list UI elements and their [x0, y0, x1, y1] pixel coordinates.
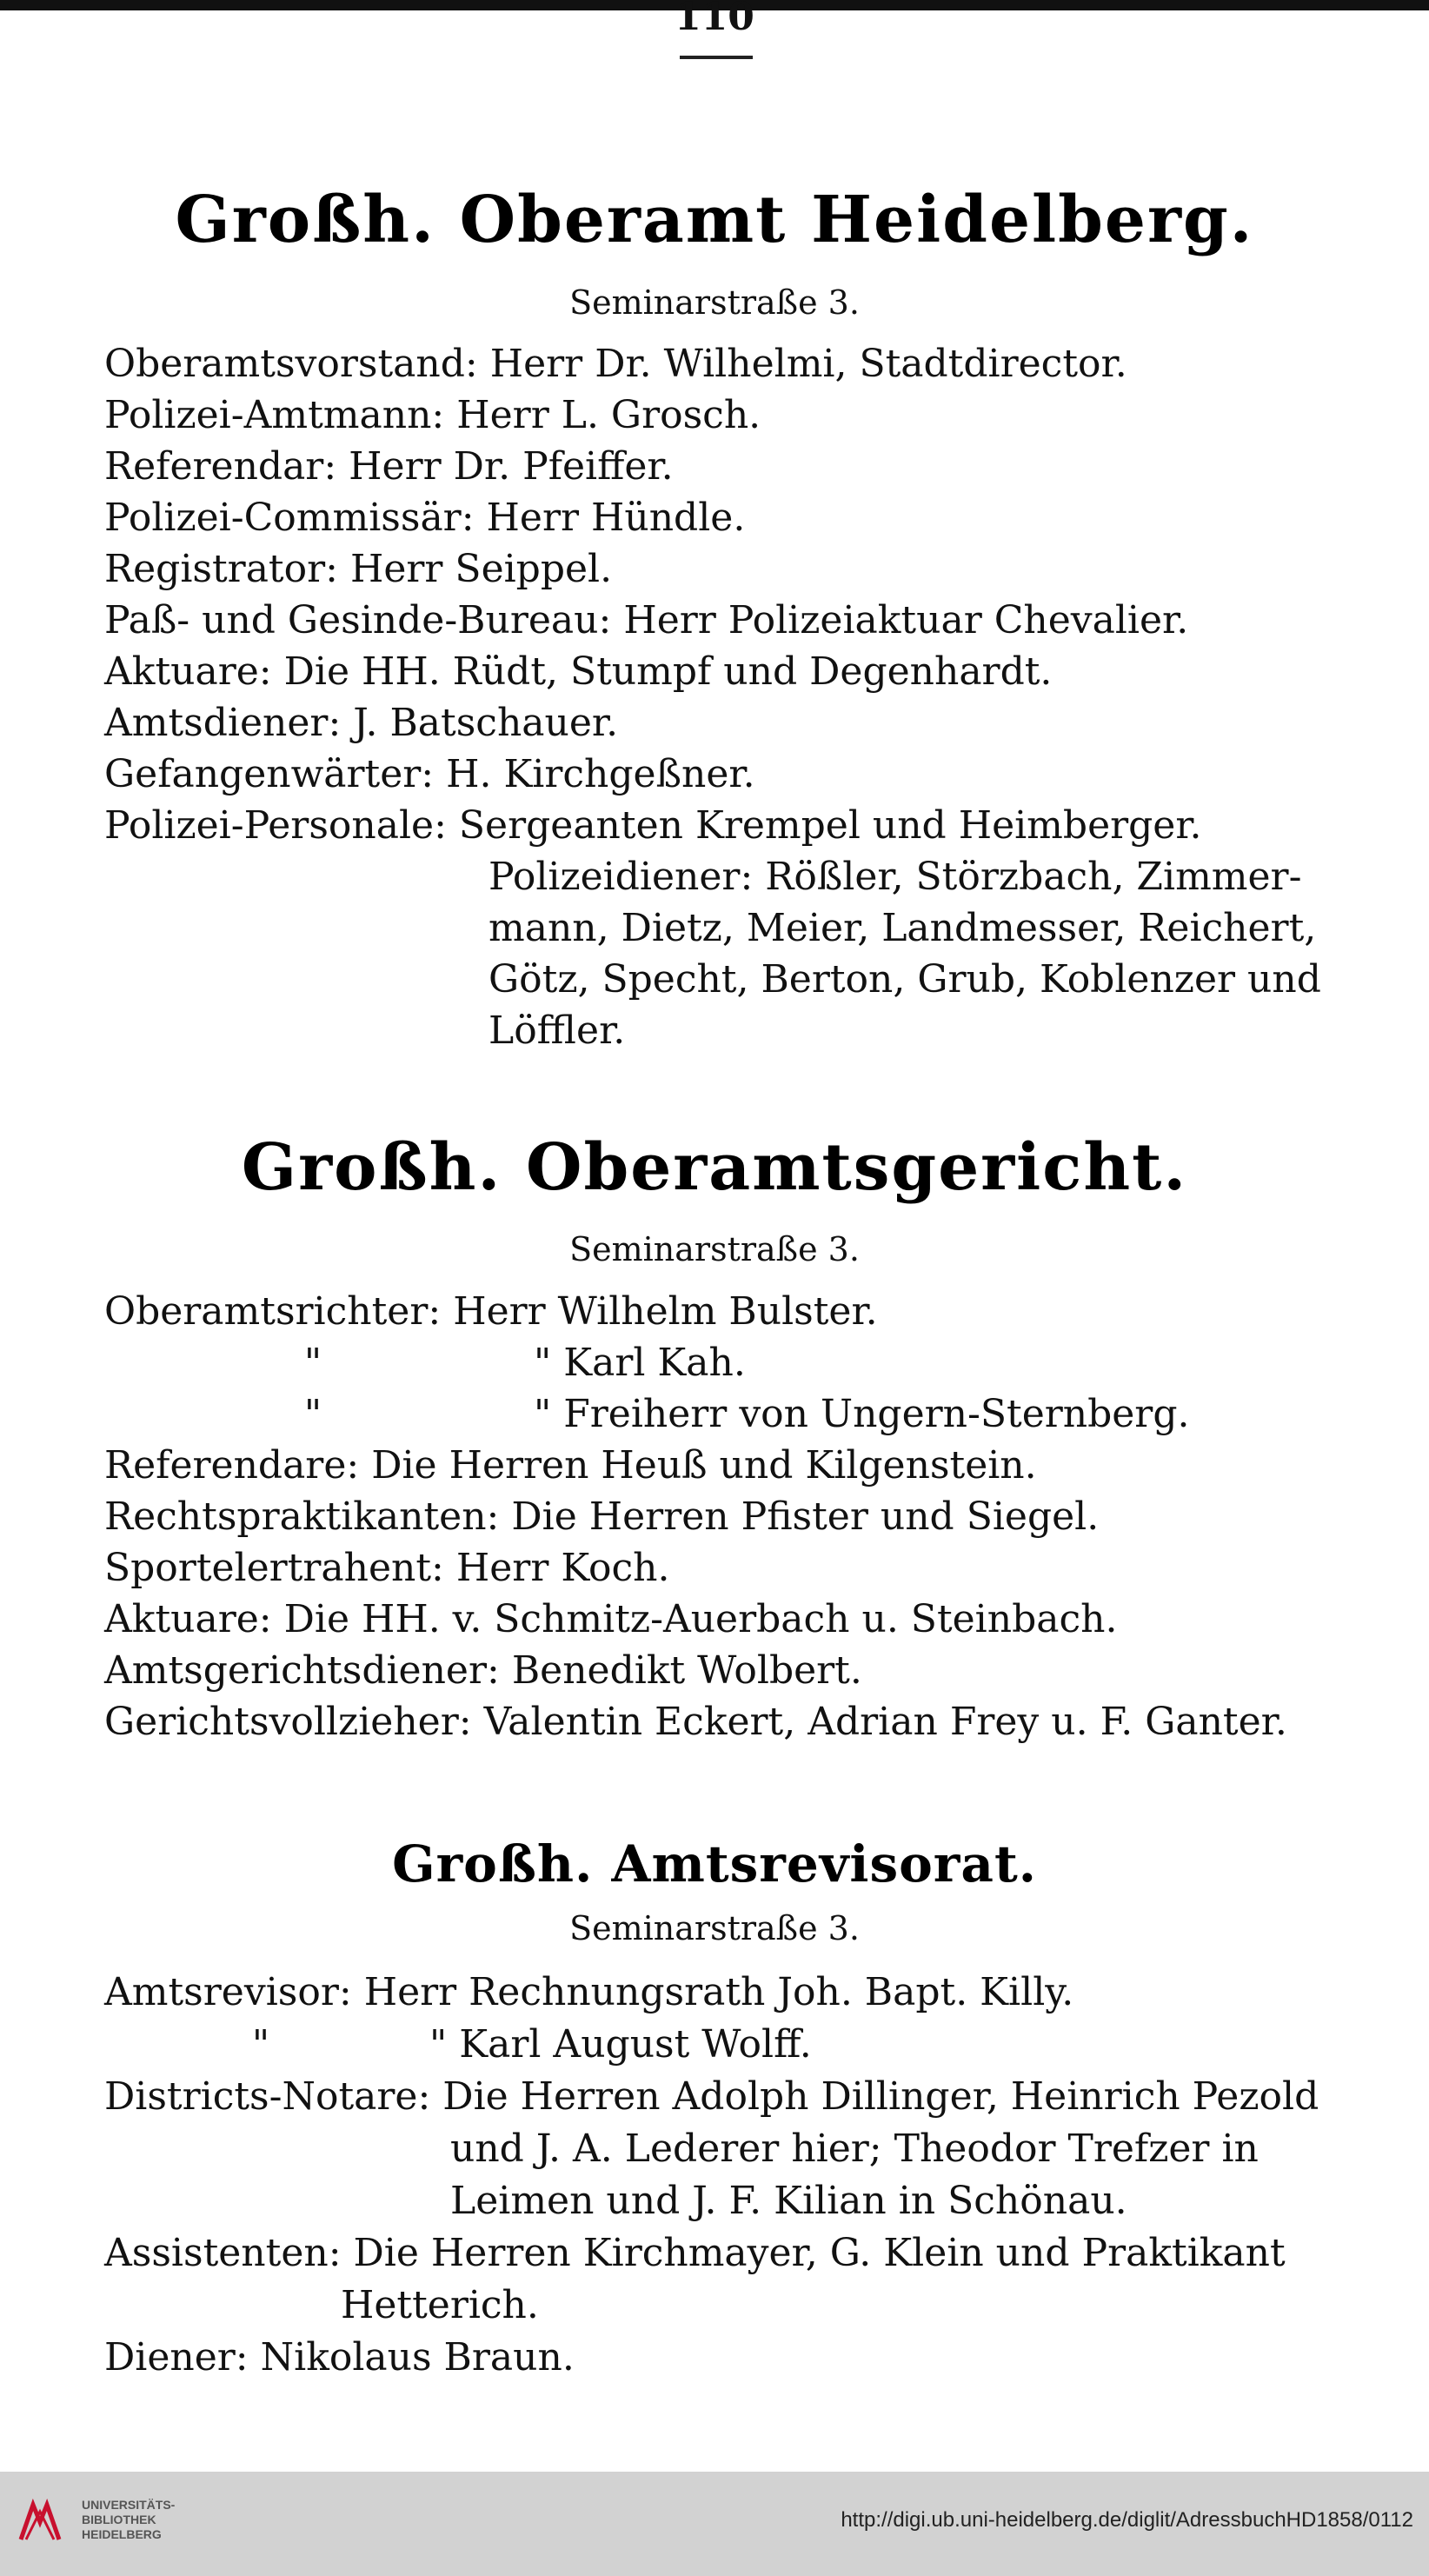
entry-line: Gefangenwärter: H. Kirchgeßner. [104, 752, 755, 796]
entry-line: Sportelertrahent: Herr Koch. [104, 1546, 670, 1590]
entry-line: " " Freiherr von Ungern-Sternberg. [303, 1392, 1190, 1436]
viewer-footer [0, 2472, 1429, 2576]
entry-line: Districts-Notare: Die Herren Adolph Dillinger, Heinrich Pezold [104, 2074, 1319, 2119]
entry-continuation: Götz, Specht, Berton, Grub, Koblenzer und [489, 957, 1321, 1002]
entry-line: " " Karl Kah. [303, 1341, 746, 1385]
entry-line: Gerichtsvollzieher: Valentin Eckert, Adrian Frey u. F. Ganter. [104, 1700, 1287, 1744]
entry-line: " " Karl August Wolff. [251, 2022, 812, 2067]
entry-line: Amtsdiener: J. Batschauer. [104, 701, 619, 745]
section-address-oberamtsgericht: Seminarstraße 3. [569, 1230, 860, 1268]
entry-line: Amtsgerichtsdiener: Benedikt Wolbert. [104, 1648, 862, 1693]
entry-continuation: und J. A. Lederer hier; Theodor Trefzer in [450, 2127, 1259, 2171]
entry-line: Rechtspraktikanten: Die Herren Pfister und Siegel. [104, 1494, 1100, 1539]
entry-line: Aktuare: Die HH. v. Schmitz-Auerbach u. Steinbach. [104, 1597, 1118, 1641]
section-address-amtsrevisorat: Seminarstraße 3. [569, 1909, 860, 1947]
entry-line: Diener: Nikolaus Braun. [104, 2335, 575, 2380]
entry-line: Referendar: Herr Dr. Pfeiffer. [104, 444, 674, 489]
section-title-oberamtsgericht: Großh. Oberamtsgericht. [241, 1130, 1188, 1205]
entry-continuation: Leimen und J. F. Kilian in Schönau. [450, 2179, 1127, 2223]
section-title-oberamt: Großh. Oberamt Heidelberg. [175, 183, 1254, 257]
entry-line: Amtsrevisor: Herr Rechnungsrath Joh. Bapt. Killy. [104, 1970, 1074, 2014]
entry-line: Aktuare: Die HH. Rüdt, Stumpf und Degenhardt. [104, 649, 1053, 694]
entry-line: Oberamtsrichter: Herr Wilhelm Bulster. [104, 1289, 878, 1334]
entry-continuation: mann, Dietz, Meier, Landmesser, Reichert, [489, 906, 1317, 950]
library-name: UNIVERSITÄTS- BIBLIOTHEK HEIDELBERG [82, 2498, 176, 2541]
entry-line: Polizei-Amtmann: Herr L. Grosch. [104, 393, 761, 437]
entry-line: Polizei-Personale: Sergeanten Krempel und Heimberger. [104, 803, 1202, 848]
source-url-link[interactable]: http://digi.ub.uni-heidelberg.de/diglit/AdressbuchHD1858/0112 [841, 2508, 1413, 2532]
entry-line: Registrator: Herr Seippel. [104, 547, 613, 591]
section-address-oberamt: Seminarstraße 3. [569, 283, 860, 322]
page-number: 110 [675, 0, 754, 39]
page-number-rule [680, 56, 753, 59]
section-title-amtsrevisorat: Großh. Amtsrevisorat. [392, 1834, 1037, 1894]
entry-continuation: Hetterich. [341, 2283, 539, 2327]
entry-continuation: Löffler. [489, 1008, 626, 1053]
entry-line: Paß- und Gesinde-Bureau: Herr Polizeiaktuar Chevalier. [104, 598, 1189, 642]
entry-continuation: Polizeidiener: Rößler, Störzbach, Zimmer- [489, 855, 1302, 899]
university-library-logo-icon [14, 2496, 66, 2548]
entry-line: Oberamtsvorstand: Herr Dr. Wilhelmi, Stadtdirector. [104, 342, 1127, 386]
entry-line: Assistenten: Die Herren Kirchmayer, G. Klein und Praktikant [104, 2231, 1286, 2275]
entry-line: Polizei-Commissär: Herr Hündle. [104, 496, 746, 540]
entry-line: Referendare: Die Herren Heuß und Kilgenstein. [104, 1443, 1037, 1488]
